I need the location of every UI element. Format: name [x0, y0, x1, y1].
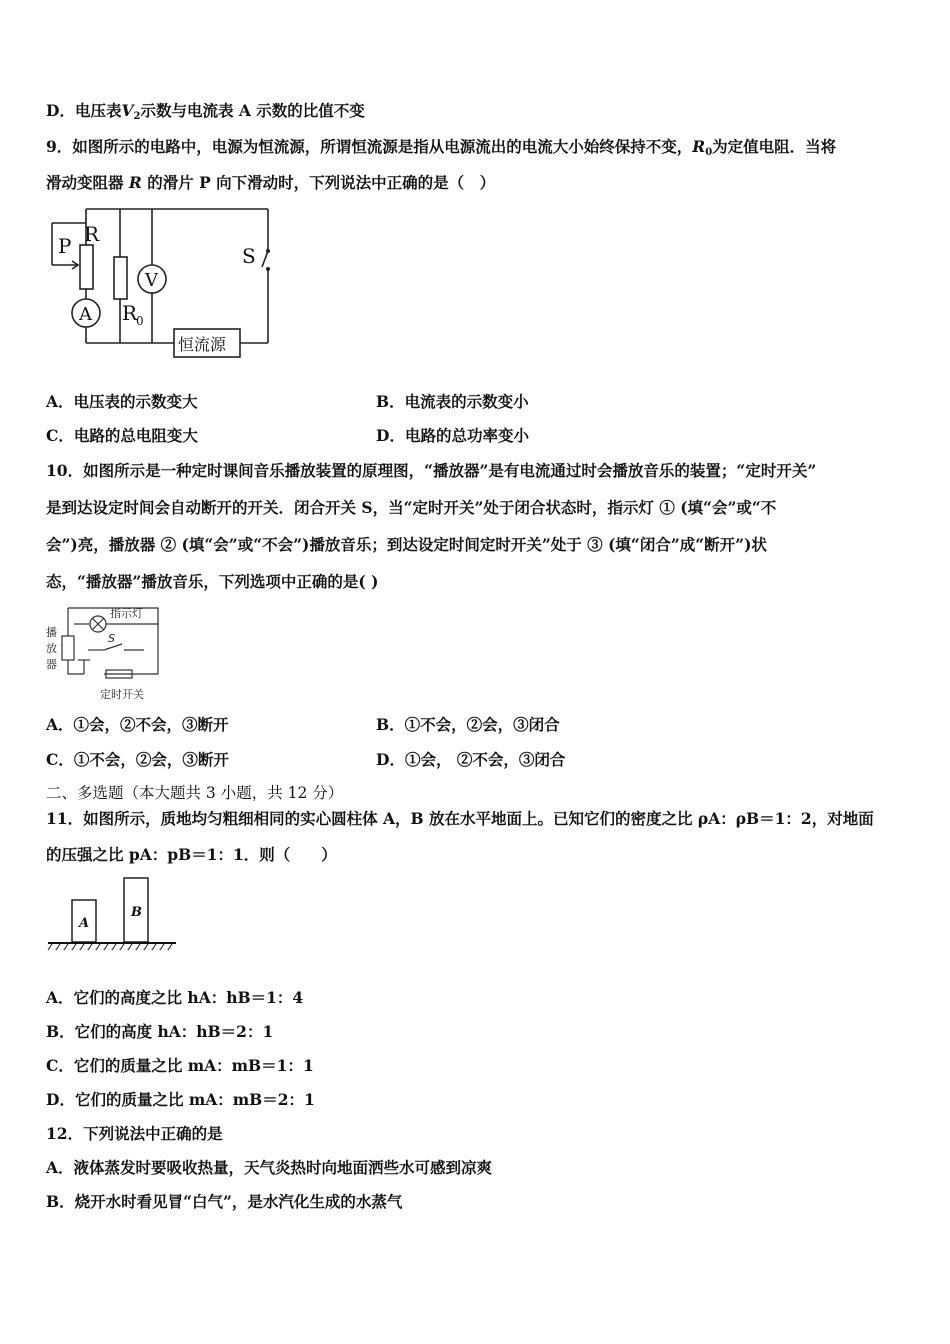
- q9-stem-line2: 滑动变阻器 R 的滑片 P 向下滑动时，下列说法中正确的是（ ）: [46, 173, 496, 192]
- q11-option-a: A．它们的高度之比 hA：hB＝1：4: [46, 988, 304, 1007]
- q11-fig-label-b: B: [131, 905, 142, 920]
- q9-option-b: B．电流表的示数变小: [376, 392, 529, 411]
- q10-fig-label-player-3: 器: [46, 658, 57, 671]
- q9-option-d: D．电路的总功率变小: [376, 426, 529, 445]
- q10-stem-line1: 10．如图所示是一种定时课间音乐播放装置的原理图，“播放器”是有电流通过时会播放音乐的装置；“定时开关”: [46, 461, 817, 480]
- q9-fig-label-p: P: [58, 234, 72, 258]
- q9-fig-source-label: 恒流源: [178, 335, 227, 354]
- q10-option-d: D．①会， ②不会，③闭合: [376, 750, 566, 769]
- q9-circuit-diagram: [44, 205, 276, 365]
- q10-fig-label-s: S: [108, 632, 115, 645]
- q9-fig-label-r0: R: [122, 301, 138, 325]
- q10-option-b: B．①不会，②会，③闭合: [376, 715, 560, 734]
- q12-stem: 12．下列说法中正确的是: [46, 1124, 223, 1143]
- q11-option-b: B．它们的高度 hA：hB＝2：1: [46, 1022, 274, 1041]
- q9-fig-label-s: S: [242, 244, 256, 268]
- q10-circuit-diagram: [44, 600, 174, 704]
- q9-fig-label-r: R: [84, 222, 100, 246]
- q10-stem-line4: 态，“播放器”播放音乐，下列选项中正确的是( ): [46, 572, 379, 591]
- q9-fig-label-r0-sub: 0: [136, 314, 144, 328]
- q12-option-b: B．烧开水时看见冒“白气”，是水汽化生成的水蒸气: [46, 1192, 403, 1211]
- q11-fig-label-a: A: [79, 916, 90, 931]
- q10-fig-label-player-1: 播: [46, 626, 57, 639]
- q11-option-d: D．它们的质量之比 mA：mB＝2：1: [46, 1090, 315, 1109]
- q10-fig-label-lamp: 指示灯: [110, 607, 143, 620]
- q9-stem-line1: 9．如图所示的电路中，电源为恒流源，所谓恒流源是指从电源流出的电流大小始终保持不变，$R_0$为定值电阻．当将: [46, 137, 837, 158]
- q11-option-c: C．它们的质量之比 mA：mB＝1：1: [46, 1056, 314, 1075]
- q11-stem-line2: 的压强之比 pA：pB＝1：1．则（ ）: [46, 845, 337, 864]
- q10-fig-label-player-2: 放: [46, 642, 57, 655]
- q10-fig-label-timer: 定时开关: [100, 688, 144, 701]
- q8-option-d: D．电压表$V_2$示数与电流表 A 示数的比值不变: [46, 101, 365, 122]
- q11-cylinders-diagram: [44, 872, 178, 954]
- q10-stem-line3: 会”)亮，播放器 ② (填“会”或“不会”)播放音乐；到达设定时间定时开关”处于 ③ (填“闭合”成“断开”)状: [46, 535, 767, 554]
- q12-option-a: A．液体蒸发时要吸收热量，天气炎热时向地面洒些水可感到凉爽: [46, 1158, 493, 1177]
- q10-stem-line2: 是到达设定时间会自动断开的开关．闭合开关 S，当“定时开关”处于闭合状态时，指示灯 ① (填“会”或“不: [46, 498, 777, 517]
- q9-fig-label-a: A: [79, 304, 92, 325]
- q9-option-c: C．电路的总电阻变大: [46, 426, 198, 445]
- section-2-heading: 二、多选题（本大题共 3 小题，共 12 分）: [46, 784, 344, 802]
- q10-option-a: A．①会，②不会，③断开: [46, 715, 229, 734]
- q9-fig-label-v: V: [145, 270, 158, 291]
- q11-stem-line1: 11．如图所示，质地均匀粗细相同的实心圆柱体 A，B 放在水平地面上。已知它们的密度之比 ρA：ρB＝1：2，对地面: [46, 809, 874, 828]
- q10-option-c: C．①不会，②会，③断开: [46, 750, 229, 769]
- q9-option-a: A．电压表的示数变大: [46, 392, 198, 411]
